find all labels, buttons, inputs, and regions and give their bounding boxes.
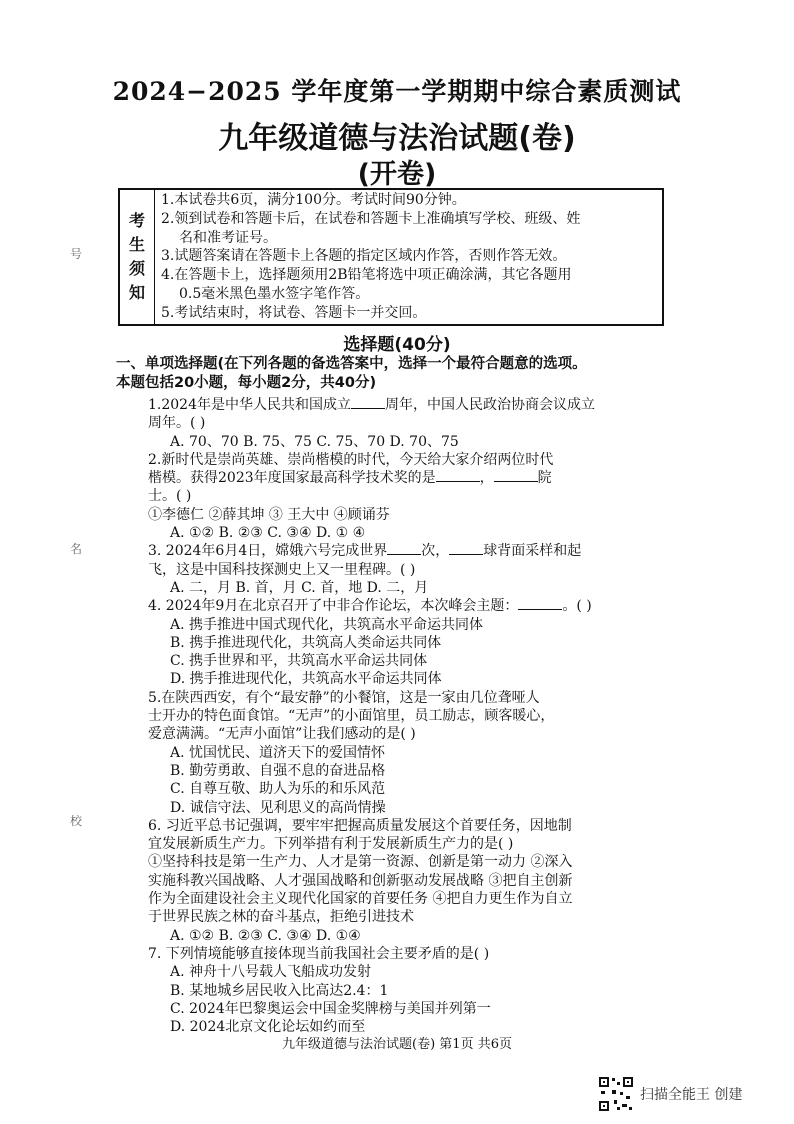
question-6: 6. 习近平总书记强调，要牢牢把握高质量发展这个首要任务，因地制 [148, 817, 572, 834]
notice-heading-char: 考 [128, 211, 145, 230]
question-4-option-b: B. 携手推进现代化，共筑高人类命运共同体 [170, 634, 442, 651]
notice-item: 2.领到试卷和答题卡后，在试卷和答题卡上准确填写学校、班级、姓 [161, 210, 581, 227]
q1-text: 周年，中国人民政治协商会议成立 [385, 397, 595, 413]
question-6-cont: 作为全面建设社会主义现代化国家的首要任务 ④把自力更生作为自立 [148, 891, 573, 908]
notice-item: 3.试题答案请在答题卡上各题的指定区域内作答，否则作答无效。 [161, 248, 567, 265]
question-5-option-b: B. 勤劳勇敢、自强不息的奋进品格 [170, 762, 386, 779]
notice-item: 1.本试卷共6页，满分100分。考试时间90分钟。 [161, 192, 466, 208]
exam-title-line1: 2024−2025 学年度第一学期期中综合素质测试 [112, 77, 682, 106]
q3-text: 球背面采样和起 [483, 543, 582, 560]
question-7-option-b: B. 某地城乡居民收入比高达2.4：1 [170, 982, 389, 999]
q3-text: 3. 2024年6月4日，嫦娥六号完成世界 [148, 543, 388, 560]
question-4-option-a: A. 携手推进中国式现代化，共筑高水平命运共同体 [170, 616, 484, 633]
question-7-option-a: A. 神舟十八号载人飞船成功发射 [170, 964, 372, 981]
section-instructions [116, 355, 676, 393]
notice-heading-char: 生 [128, 235, 145, 254]
notice-item: 4.在答题卡上，选择题须用2B铅笔将选中项正确涂满，其它各题用 [161, 267, 572, 284]
question-4-option-c: C. 携手世界和平，共筑高水平命运共同体 [170, 653, 428, 670]
question-5: 5.在陕西西安，有个“最安静”的小餐馆，这是一家由几位聋哑人 [148, 689, 540, 706]
question-4 [148, 597, 668, 615]
answer-blank [351, 396, 385, 409]
notice-item: 名和准考证号。 [179, 229, 277, 246]
binding-margin-mark: 号 [70, 247, 83, 261]
binding-margin-mark: 名 [70, 542, 83, 556]
q2-text: 院 [537, 470, 552, 487]
instruction-line: 本题包括20小题，每小题2分，共40分) [116, 375, 377, 391]
notice-heading-char: 知 [128, 283, 145, 302]
section-title: 选择题(40分) [343, 335, 451, 355]
question-5-option-d: D. 诚信守法、见利思义的高尚情操 [170, 799, 386, 816]
binding-margin-mark: 校 [70, 814, 83, 828]
answer-blank [436, 469, 480, 482]
question-2-options: A. ①② B. ②③ C. ③④ D. ① ④ [170, 525, 366, 542]
q2-text: 楷模。获得2023年度国家最高科学技术奖的是 [148, 470, 436, 487]
question-1-cont: 周年。( ) [148, 415, 206, 432]
question-7: 7. 下列情境能够直接体现当前我国社会主要矛盾的是( ) [148, 945, 490, 962]
answer-blank [494, 469, 538, 482]
question-3-cont: 飞，这是中国科技探测史上又一里程碑。( ) [148, 561, 416, 578]
question-2: 2.新时代是崇尚英雄、崇尚楷模的时代，今天给大家介绍两位时代 [148, 451, 554, 468]
q4-text: 4. 2024年9月在北京召开了中非合作论坛，本次峰会主题： [148, 598, 519, 615]
question-1 [148, 396, 668, 414]
scanner-watermark: 扫描全能王 创建 [640, 1087, 743, 1103]
q1-text: 1.2024年是中华人民共和国成立 [148, 397, 351, 413]
question-6-cont: 于世界民族之林的奋斗基点，拒绝引进技术 [148, 909, 414, 926]
exam-title-open-book: (开卷) [357, 159, 437, 190]
answer-blank [449, 542, 483, 555]
question-1-options: A. 70、70 B. 75、75 C. 75、70 D. 70、75 [170, 433, 459, 450]
question-list [148, 396, 668, 1036]
question-5-cont: 爱意满满。“无声小面馆”让我们感动的是( ) [148, 726, 416, 743]
question-6-cont: 宜发展新质生产力。下列举措有利于发展新质生产力的是( ) [148, 836, 514, 853]
answer-blank [387, 542, 421, 555]
question-5-option-c: C. 自尊互敬、助人为乐的和乐风范 [170, 781, 386, 798]
question-3-options: A. 二，月 B. 首，月 C. 首，地 D. 二，月 [170, 579, 429, 596]
question-2-cont: 士。( ) [148, 488, 192, 505]
notice-items [155, 190, 662, 324]
qr-code-icon [598, 1076, 634, 1112]
q4-text: 。( ) [562, 598, 592, 615]
question-5-cont: 士开办的特色面食馆。“无声”的小面馆里，员工励志，顾客暖心， [148, 708, 555, 725]
question-6-cont: ①坚持科技是第一生产力、人才是第一资源、创新是第一动力 ②深入 [148, 854, 573, 871]
question-5-option-a: A. 忧国忧民、道济天下的爱国情怀 [170, 744, 386, 761]
q2-text: ， [479, 470, 494, 487]
notice-heading [120, 190, 155, 324]
notice-item: 5.考试结束时，将试卷、答题卡一并交回。 [161, 304, 427, 321]
answer-blank [518, 597, 562, 610]
question-7-option-c: C. 2024年巴黎奥运会中国金奖牌榜与美国并列第一 [170, 1000, 491, 1017]
question-6-options: A. ①② B. ②③ C. ③④ D. ①④ [170, 927, 361, 944]
exam-title-subject: 九年级道德与法治试题(卷) [218, 121, 576, 156]
q3-text: 次， [421, 543, 450, 560]
question-2-items: ①李德仁 ②薛其坤 ③ 王大中 ④顾诵芬 [148, 506, 390, 523]
notice-item: 0.5毫米黑色墨水签字笔作答。 [179, 285, 370, 302]
question-6-cont: 实施科教兴国战略、人才强国战略和创新驱动发展战略 ③把自主创新 [148, 872, 573, 889]
notice-heading-char: 须 [128, 259, 145, 278]
candidate-notice-box [118, 188, 664, 326]
page-footer: 九年级道德与法治试题(卷) 第1页 共6页 [282, 1037, 512, 1052]
question-7-option-d: D. 2024北京文化论坛如约而至 [170, 1019, 366, 1036]
instruction-line: 一、单项选择题(在下列各题的备选答案中，选择一个最符合题意的选项。 [116, 356, 587, 372]
question-3 [148, 542, 668, 560]
question-2-cont [148, 469, 668, 487]
question-4-option-d: D. 携手推进现代化，共筑高水平命运共同体 [170, 671, 442, 688]
